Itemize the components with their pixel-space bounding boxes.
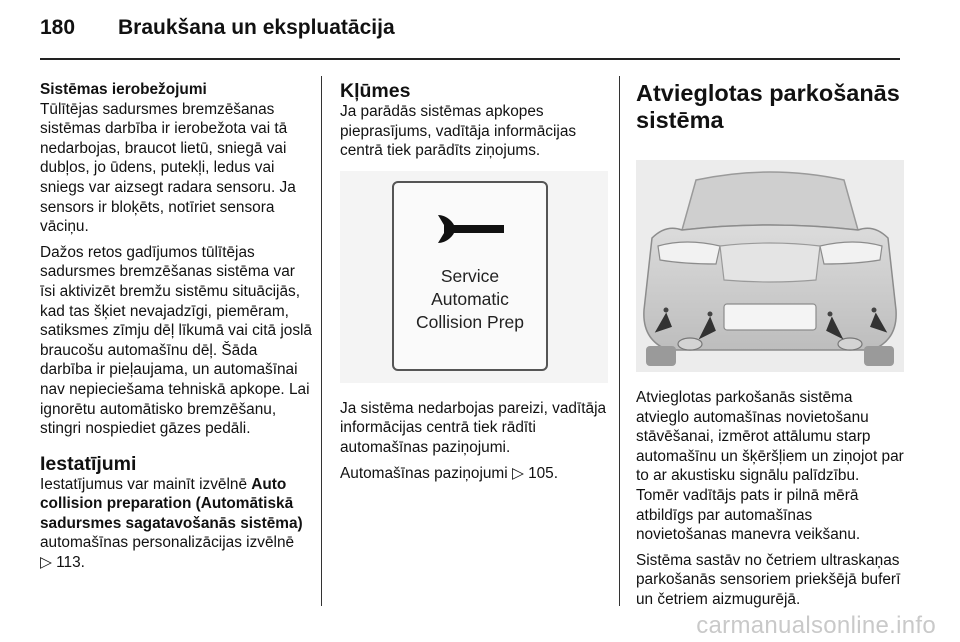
- errors-paragraph-3: Automašīnas paziņojumi ▷ 105.: [340, 464, 559, 482]
- header-rule: [40, 58, 900, 60]
- column-divider-1: [321, 76, 322, 606]
- limits-heading: Sistēmas ierobežojumi: [40, 81, 207, 98]
- display-message: Service Automatic Collision Prep: [416, 265, 524, 332]
- limits-paragraph-2: Dažos retos gadījumos tūlītējas sadursmes bremzēšanas sistēma var īsi aktivizēt bremžu sistēmu situācijās, kad tas šķiet nevajadzīgi, piemēram, satiksmes zīmju dēļ līkumā vai citā joslā braucošu automašīnu dēļ. Šāda darbība ir pieļaujama, un automašīnai nav nepieciešama tehniskā apkope. Lai ignorētu automātisko bremzēšanu, stingri nospiediet gāzes pedāli.: [40, 243, 312, 438]
- limits-paragraph-1: Tūlītējas sadursmes bremzēšanas sistēmas darbība ir ierobežota vai tā nedarbojas, braucot lietū, sniegā vai dubļos, jo ūdens, putekļi, ledus vai sniegs var aizsegt radara sensoru. Ja sensors ir bloķēts, notīriet sensora vāciņu.: [40, 100, 296, 236]
- car-rear-illustration: [636, 160, 904, 372]
- page-reference-link[interactable]: ▷ 113.: [40, 554, 85, 572]
- service-message-figure: [340, 171, 608, 383]
- watermark: carmanualsonline.info: [696, 612, 936, 639]
- errors-paragraph-1: Ja parādās sistēmas apkopes pieprasījums, vadītāja informācijas centrā tiek parādīts ziņojums.: [340, 103, 577, 160]
- column-divider-2: [619, 76, 620, 606]
- errors-heading: Kļūmes: [340, 80, 411, 102]
- wrench-icon: [432, 211, 508, 245]
- column-1: [40, 80, 312, 579]
- parking-heading: Atvieglotas parkošanās sistēma: [636, 80, 900, 133]
- page-reference-link[interactable]: ▷ 105.: [511, 464, 559, 482]
- car-rear-figure: [636, 160, 904, 372]
- column-3: [636, 80, 904, 616]
- page-number: 180: [40, 16, 76, 39]
- settings-heading: Iestatījumi: [40, 452, 137, 475]
- settings-paragraph: Iestatījumus var mainīt izvēlnē Auto collision preparation (Automātiskā sadursmes sagatavošanās sistēma) automašīnas personalizācijas izvēlnē ▷ 113.: [40, 475, 303, 572]
- settings-menu-item: Auto collision preparation (Automātiskā sadursmes sagatavošanās sistēma): [40, 475, 303, 532]
- column-2: [340, 80, 608, 489]
- errors-paragraph-2: Ja sistēma nedarbojas pareizi, vadītāja informācijas centrā tiek rādīti automašīnas paziņojumi.: [340, 399, 607, 456]
- parking-paragraph-1: Atvieglotas parkošanās sistēma atvieglo automašīnas novietošanu stāvēšanai, izmērot attālumu starp automašīnu un šķēršļiem un ziņojot par to ar akustisku signālu palīdzību. Tomēr vadītājs pats ir pilnā mērā atbildīgs par automašīnas novietošanas manevra veikšanu.: [636, 389, 904, 544]
- chapter-title: Braukšana un ekspluatācija: [118, 16, 395, 39]
- dic-display: [392, 181, 548, 371]
- parking-paragraph-2: Sistēma sastāv no četriem ultraskaņas parkošanās sensoriem priekšējā buferī un četriem aizmugurējā.: [636, 551, 901, 608]
